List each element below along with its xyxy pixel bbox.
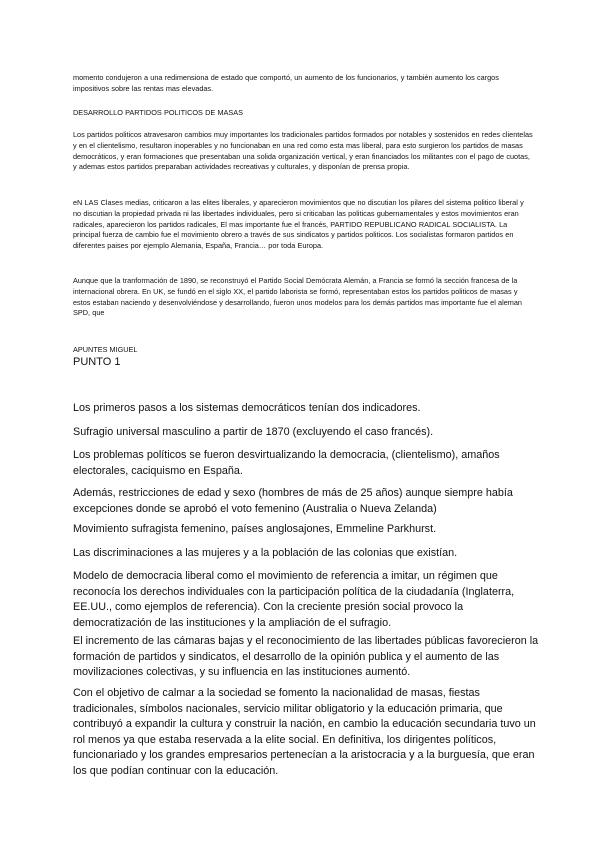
note-item — [73, 522, 543, 538]
note-text: Con el objetivo de calmar a la sociedad se fomento la nacionalidad de masas, fiestas tradicionales, símbolos nacionales, servicio militar obligatorio y la educación primaria, que contribuyó a expandir la cultura y construir la nación, en cambio la educación secundaria tuvo un rol menos ya que estaba reservada a la elite social. En definitiva, los dirigentes políticos, funcionariado y los grandes empresarios pertenecían a la aristocracia y a la burguesía, que eran los que podían continuar con la educación. — [73, 687, 536, 777]
note-text: Movimiento sufragista femenino, países anglosajones, Emmeline Parkhurst. — [73, 523, 437, 535]
paragraph-clases-medias — [73, 198, 533, 252]
note-text: Modelo de democracia liberal como el movimiento de referencia a imitar, un régimen que reconocía los derechos individuales con la participación política de la ciudadanía (Inglaterra, EE.UU., como ejemplos de referencia). Con la creciente presión social provoco la democratización de las instituciones y la ampliación de el sufragio. — [73, 570, 515, 629]
note-item — [73, 686, 543, 779]
paragraph-fragment-top — [73, 73, 533, 95]
paragraph-transformacion — [73, 276, 533, 319]
section-heading-text: DESARROLLO PARTIDOS POLITICOS DE MASAS — [73, 108, 244, 117]
note-item — [73, 546, 543, 562]
note-item — [73, 448, 543, 479]
note-item — [73, 486, 543, 517]
note-text: El incremento de las cámaras bajas y el reconocimiento de las libertades públicas favorecieron la formación de partidos y sindicatos, el desarrollo de la opinión publica y el aumento de las movilizaciones colectivas, y su influencia en las instituciones aumentó. — [73, 635, 539, 678]
note-text: Los problemas políticos se fueron desvirtualizando la democracia, (clientelismo), amaños electorales, caciquismo en España. — [73, 449, 500, 477]
note-item — [73, 401, 543, 417]
paragraph-text: eN LAS Clases medias, criticaron a las elites liberales, y aparecieron movimientos que no discutian los pilares del sistema politico liberal y no discutian la propiedad privada ni las libertades individuales, pero si criticaban las politicas gubernamentales y estos movimientos eran radicales, aparecieron los partidos radicales, El mas importante fue el francés, PARTIDO REPUBLICANO RADICAL SOCIALISTA. La principal fuerza de cambio fue el movimiento obrero a través de sus sindicatos y partidos politicos. Los socialistas formaron partidos en diferentes paises por ejemplo Alemania, España, Francia… por toda Europa. — [73, 198, 524, 251]
note-text: Las discriminaciones a las mujeres y a la población de las colonias que existían. — [73, 547, 458, 559]
paragraph-partidos — [73, 130, 533, 173]
note-item — [73, 569, 543, 631]
note-item — [73, 425, 543, 441]
paragraph-text: momento condujeron a una redimensiona de estado que comportó, un aumento de los funcionarios, y también aumento los cargos impositivos sobre las rentas mas elevadas. — [73, 73, 499, 93]
note-text: Los primeros pasos a los sistemas democráticos tenían dos indicadores. — [73, 402, 421, 414]
notes-heading: PUNTO 1 — [73, 356, 121, 368]
notes-label: APUNTES MIGUEL — [73, 345, 138, 354]
paragraph-text: Los partidos politicos atravesaron cambios muy importantes los tradicionales partidos formados por notables y sostenidos en redes clientelas y en el clientelismo, resultaron inoperables y no funcionaban en una red como esta mas liberal, para esto surgieron los partidos de masas democráticos, y eran formaciones que presentaban una solida organización vertical, y eran financiados los militantes con el pago de cuotas, y ademas estos partidos preparaban actividades recreativas y culturales, y disponían de prensa propia. — [73, 130, 533, 172]
note-item — [73, 634, 543, 681]
note-text: Además, restricciones de edad y sexo (hombres de más de 25 años) aunque siempre había excepciones donde se aprobó el voto femenino (Australia o Nueva Zelanda) — [73, 487, 513, 515]
section-heading — [73, 108, 533, 119]
paragraph-text: Aunque que la tranformación de 1890, se reconstruyó el Partido Social Demócrata Alemán, a Francia se formó la sección francesa de la internacional obrera. En UK, se fundó en el siglo XX, el partido laborista se formó, representaban estos los partidos politicos de masas y estos estaban naciendo y desenvolviéndose y desarrollando, fueron unos modelos para los demás partidos mas importante fue el aleman SPD, que — [73, 276, 522, 318]
note-text: Sufragio universal masculino a partir de 1870 (excluyendo el caso francés). — [73, 426, 434, 438]
